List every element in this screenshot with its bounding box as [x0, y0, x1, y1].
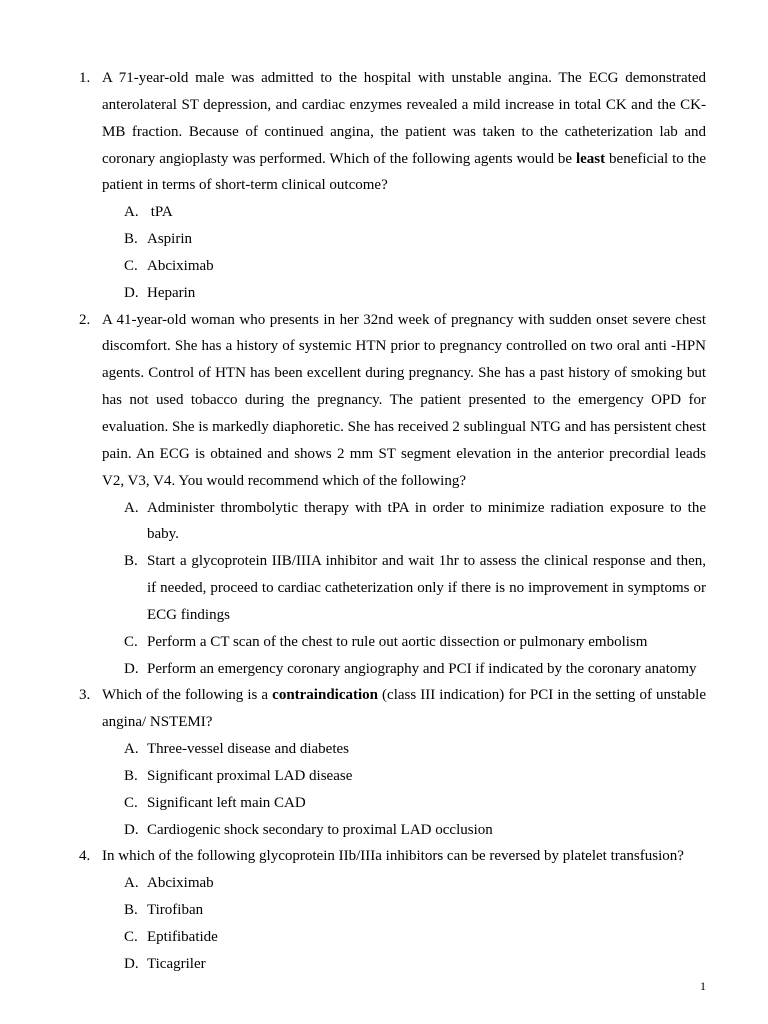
answer-option [102, 951, 706, 978]
option-letter: C. [124, 633, 138, 650]
option-letter: A. [124, 204, 139, 221]
stem-text: A 41-year-old woman who presents in her 32nd week of pregnancy with sudden onset severe chest discomfort. She has a history of systemic HTN prior to pregnancy controlled on two oral anti -HPN agents. Control of HTN has been excellent during pregnancy. She has a past history of smoking but has not used tobacco during the pregnancy. The patient presented to the emergency OPD for evaluation. She is markedly diaphoretic. She has received 2 sublingual NTG and has persistent chest pain. An ECG is obtained and shows 2 mm ST segment elevation in the anterior precordial leads V2, V3, V4. You would recommend which of the following? [102, 311, 706, 489]
option-text: Abciximab [147, 257, 214, 274]
answer-option [102, 629, 706, 656]
stem-emphasis: least [575, 150, 606, 167]
option-text: Perform a CT scan of the chest to rule out aortic dissection or pulmonary embolism [147, 633, 648, 650]
option-text: Abciximab [147, 875, 214, 892]
option-letter: B. [124, 553, 138, 570]
page-number: 1 [700, 979, 706, 993]
option-letter: C. [124, 257, 138, 274]
option-letter: A. [124, 499, 139, 516]
option-letter: D. [124, 284, 139, 301]
answer-option [102, 790, 706, 817]
option-text: Perform an emergency coronary angiography and PCI if indicated by the coronary anatomy [147, 660, 697, 677]
answer-option [102, 280, 706, 307]
option-text: Significant left main CAD [147, 794, 306, 811]
option-text: Ticagriler [147, 955, 206, 972]
option-text: tPA [147, 204, 173, 221]
answer-option [102, 736, 706, 763]
question-list [79, 65, 706, 978]
stem-text: A 71-year-old male was admitted to the hospital with unstable angina. The ECG demonstrated anterolateral ST depression, and cardiac enzymes revealed a mild increase in total CK and the CK-MB fraction. Because of continued angina, the patient was taken to the catheterization lab and coronary angioplasty was performed. Which of the following agents would be [102, 70, 706, 167]
option-text: Aspirin [147, 231, 192, 248]
option-letter: A. [124, 741, 139, 758]
stem-text: (class III indication) for PCI in the setting of unstable angina/ NSTEMI? [102, 687, 707, 731]
answer-option [102, 763, 706, 790]
answer-option [102, 924, 706, 951]
option-text: Start a glycoprotein IIB/IIIA inhibitor and wait 1hr to assess the clinical response and then, if needed, proceed to cardiac catheterization only if there is no improvement in symptoms or ECG findings [147, 553, 706, 623]
answer-options [102, 870, 706, 977]
option-letter: D. [124, 660, 139, 677]
answer-option [102, 656, 706, 683]
answer-options [102, 736, 706, 843]
option-text: Tirofiban [147, 902, 204, 919]
answer-option [102, 199, 706, 226]
option-text: Heparin [147, 284, 196, 301]
question-4 [79, 843, 706, 977]
question-3 [79, 682, 706, 843]
answer-option [102, 548, 706, 629]
answer-options [102, 495, 706, 683]
question-stem [102, 682, 706, 736]
stem-text: beneficial to the patient in terms of short-term clinical outcome? [102, 150, 706, 194]
question-stem [102, 843, 706, 870]
answer-option [102, 495, 706, 549]
option-letter: B. [124, 767, 138, 784]
stem-text: Which of the following is a [102, 687, 273, 704]
option-letter: C. [124, 929, 138, 945]
answer-option [102, 897, 706, 924]
answer-options [102, 199, 706, 306]
option-text: Administer thrombolytic therapy with tPA in order to minimize radiation exposure to the baby. [147, 499, 706, 543]
question-stem [102, 307, 706, 495]
question-number: 2. [79, 311, 91, 328]
option-letter: D. [124, 821, 139, 838]
answer-option [102, 870, 706, 897]
option-letter: C. [124, 794, 138, 811]
option-text: Three-vessel disease and diabetes [147, 741, 349, 758]
option-letter: B. [124, 902, 138, 919]
option-letter: B. [124, 231, 138, 248]
stem-text: In which of the following glycoprotein IIb/IIIa inhibitors can be reversed by platelet transfusion? [102, 848, 684, 865]
question-number: 4. [79, 848, 91, 865]
question-stem [102, 65, 706, 199]
answer-option [102, 817, 706, 844]
question-2 [79, 307, 706, 683]
answer-option [102, 253, 706, 280]
option-letter: A. [124, 875, 139, 892]
question-number: 1. [79, 70, 91, 86]
stem-emphasis: contraindication [272, 687, 378, 704]
option-text: Eptifibatide [147, 929, 218, 945]
option-text: Cardiogenic shock secondary to proximal LAD occlusion [147, 821, 493, 838]
answer-option [102, 226, 706, 253]
question-1 [79, 65, 706, 307]
option-text: Significant proximal LAD disease [147, 767, 353, 784]
question-number: 3. [79, 687, 91, 704]
option-letter: D. [124, 955, 139, 972]
